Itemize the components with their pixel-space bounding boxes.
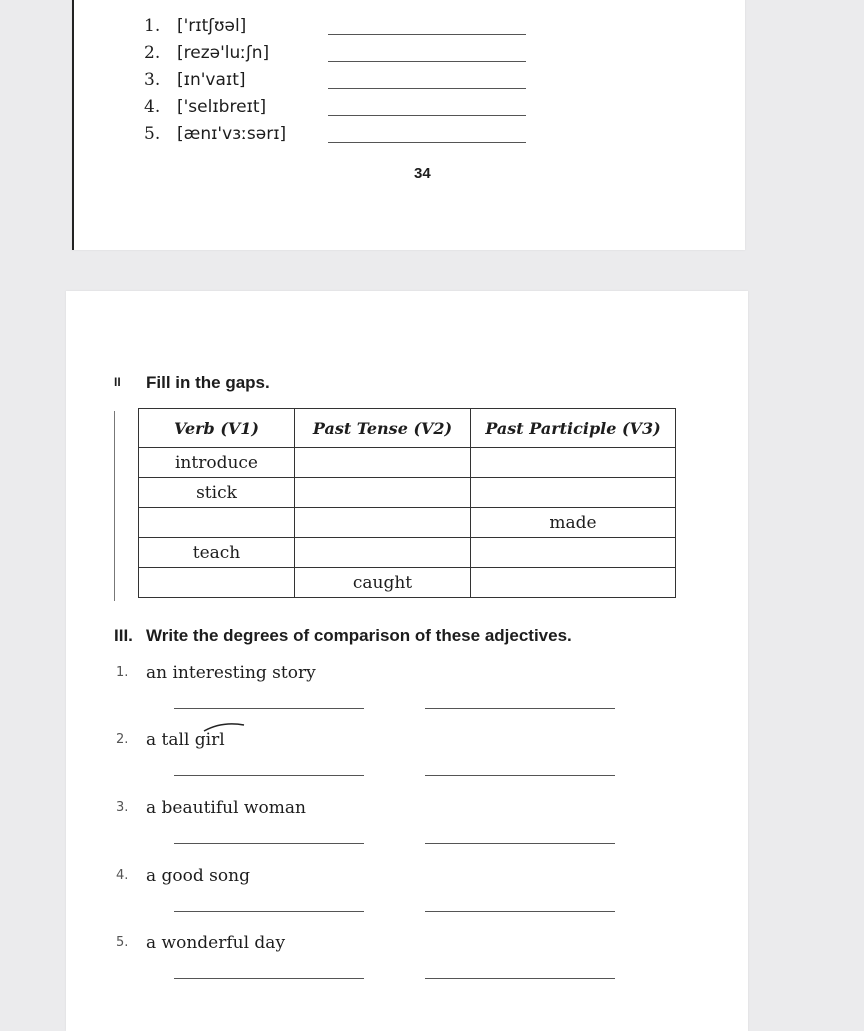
worksheet-page-34 [72,0,745,250]
table-cell: made [471,508,676,538]
margin-rule [114,411,115,601]
table-cell[interactable] [471,478,676,508]
answer-blank[interactable] [328,88,526,89]
answer-blank-superlative[interactable] [425,911,615,912]
worksheet-page [66,291,748,1031]
table-cell[interactable] [471,448,676,478]
answer-blank-comparative[interactable] [174,978,364,979]
answer-blank-comparative[interactable] [174,843,364,844]
adjective-phrase: a tall girl [146,730,225,750]
answer-blank-superlative[interactable] [425,775,615,776]
pen-mark [202,721,246,735]
adjective-phrase: a wonderful day [146,933,286,953]
answer-blank-comparative[interactable] [174,708,364,709]
table-row [139,478,676,508]
phonetic-number: 4. [144,97,161,117]
item-number: 3. [116,800,129,815]
adjective-phrase: an interesting story [146,663,316,683]
table-row [139,538,676,568]
answer-blank-comparative[interactable] [174,911,364,912]
phonetic-transcription: [ɪn'vaɪt] [177,70,246,90]
section-title: Write the degrees of comparison of these adjectives. [146,626,572,645]
table-cell[interactable] [471,568,676,598]
item-number: 4. [116,868,129,883]
table-cell[interactable] [295,448,471,478]
table-cell[interactable] [295,478,471,508]
adjective-phrase: a good song [146,866,250,886]
phonetic-number: 1. [144,16,161,36]
answer-blank[interactable] [328,142,526,143]
table-cell: introduce [139,448,295,478]
item-number: 1. [116,665,129,680]
table-row [139,508,676,538]
table-cell: teach [139,538,295,568]
phonetic-number: 5. [144,124,161,144]
table-cell: caught [295,568,471,598]
table-cell: stick [139,478,295,508]
table-row [139,448,676,478]
verb-forms-table [138,408,676,598]
phonetic-transcription: [rezə'luːʃn] [177,43,270,63]
phonetic-number: 3. [144,70,161,90]
section-title: Fill in the gaps. [146,373,270,392]
answer-blank-superlative[interactable] [425,978,615,979]
table-header-row [139,409,676,448]
table-row [139,568,676,598]
table-cell[interactable] [295,538,471,568]
section-roman-numeral: II [114,375,121,389]
phonetic-transcription: ['selɪbreɪt] [177,97,267,117]
answer-blank-superlative[interactable] [425,708,615,709]
page-number: 34 [414,165,431,182]
section-roman-numeral: III. [114,626,133,645]
answer-blank[interactable] [328,34,526,35]
item-number: 2. [116,732,129,747]
phonetic-number: 2. [144,43,161,63]
answer-blank-superlative[interactable] [425,843,615,844]
adjective-phrase: a beautiful woman [146,798,306,818]
phonetic-transcription: [ænɪ'vɜːsərɪ] [177,124,287,144]
column-header: Past Participle (V3) [471,409,676,448]
table-cell[interactable] [139,508,295,538]
column-header: Verb (V1) [139,409,295,448]
answer-blank[interactable] [328,115,526,116]
column-header: Past Tense (V2) [295,409,471,448]
phonetic-transcription: ['rɪtʃʊəl] [177,16,247,36]
answer-blank[interactable] [328,61,526,62]
table-cell[interactable] [295,508,471,538]
answer-blank-comparative[interactable] [174,775,364,776]
table-cell[interactable] [471,538,676,568]
table-cell[interactable] [139,568,295,598]
item-number: 5. [116,935,129,950]
